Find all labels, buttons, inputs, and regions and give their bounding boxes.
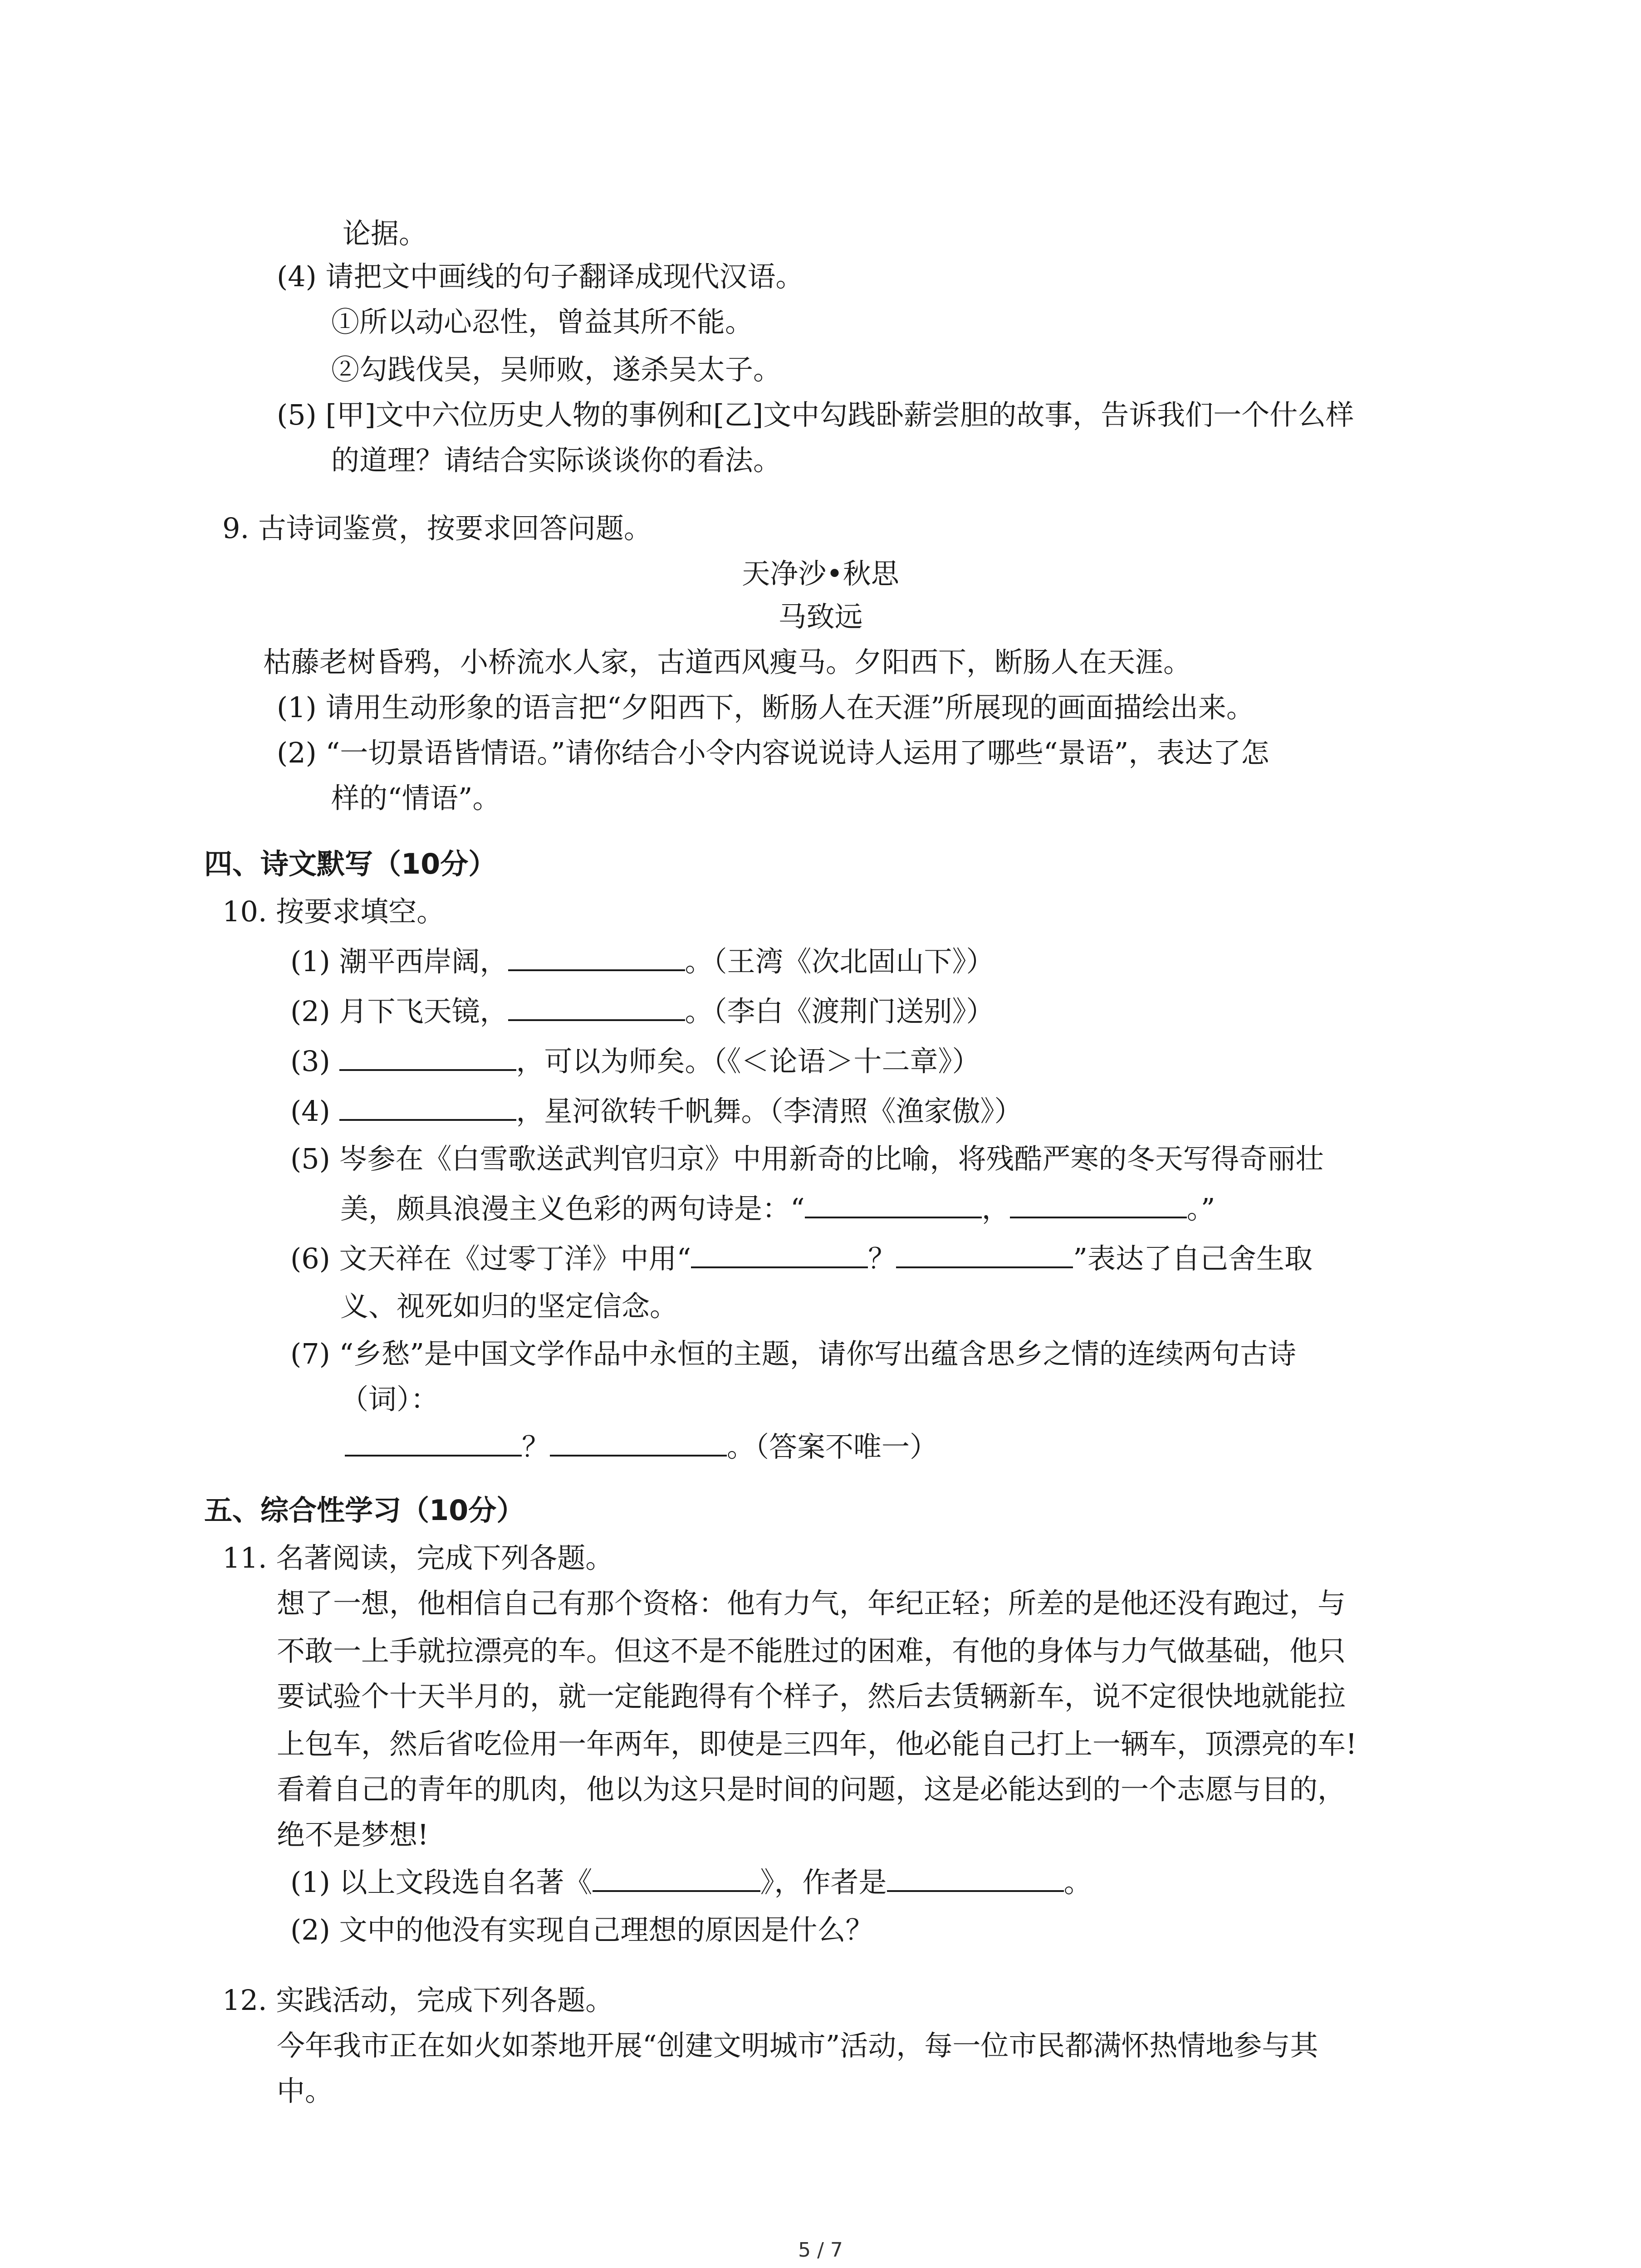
answer-blank[interactable] [339,1044,516,1071]
q9-part1: (1) 请用生动形象的语言把“夕阳西下，断肠人在天涯”所展现的画面描绘出来。 [277,691,1254,724]
q10-item6-qmark: ？ [868,1242,896,1275]
q12-text-line2: 中。 [277,2074,333,2107]
q10-item5-comma: ， [981,1192,1010,1225]
q10-item7-line2: （词）： [340,1383,439,1416]
q10-item4-num: (4) [290,1095,339,1128]
poem-author: 马致远 [778,600,863,633]
q8-continuation: 论据。 [343,217,427,250]
passage-line: 上包车，然后省吃俭用一年两年，即使是三四年，他必能自己打上一辆车，顶漂亮的车! [277,1727,1357,1760]
q10-item4 [290,1093,1023,1129]
q10-item2-text: (2) 月下飞天镜， [290,995,508,1028]
q11-heading: 11. 名著阅读，完成下列各题。 [222,1541,614,1574]
q10-item1-text: (1) 潮平西岸阔， [290,945,508,978]
q10-item7-note: 。（答案不唯一） [727,1430,938,1463]
passage-line: 看着自己的青年的肌肉，他以为这只是时间的问题，这是必能达到的一个志愿与目的， [277,1773,1346,1806]
q8-part4: (4) 请把文中画线的句子翻译成现代汉语。 [277,260,804,293]
section-4-heading: 四、诗文默写（10分） [204,847,497,880]
q11-part2: (2) 文中的他没有实现自己理想的原因是什么？ [290,1913,874,1946]
passage-line: 想了一想，他相信自己有那个资格：他有力气，年纪正轻；所差的是他还没有跑过，与 [277,1587,1346,1620]
q9-part2-line1: (2) “一切景语皆情语。”请你结合小令内容说说诗人运用了哪些“景语”，表达了怎 [277,736,1269,769]
q10-item7-line1: (7) “乡愁”是中国文学作品中永恒的主题，请你写出蕴含思乡之情的连续两句古诗 [290,1337,1296,1370]
q11-part1-text: (1) 以上文段选自名著《 [290,1866,593,1899]
q12-text-line1: 今年我市正在如火如荼地开展“创建文明城市”活动，每一位市民都满怀热情地参与其 [277,2029,1318,2062]
q10-item1 [290,943,994,980]
answer-blank[interactable] [508,944,685,971]
q10-item7-line3 [345,1429,938,1465]
passage-line: 不敢一上手就拉漂亮的车。但这不是不能胜过的困难，有他的身体与力气做基础，他只 [277,1634,1346,1667]
answer-blank[interactable] [339,1094,516,1121]
poem-text: 枯藤老树昏鸦，小桥流水人家，古道西风瘦马。夕阳西下，断肠人在天涯。 [263,645,1192,679]
q10-item6-line1 [290,1241,1313,1277]
q9-part2-line2: 样的“情语”。 [331,782,501,815]
answer-blank[interactable] [345,1429,522,1457]
q8-part5-line2: 的道理？请结合实际谈谈你的看法。 [331,444,782,477]
q10-item4-text: ，星河欲转千帆舞。（李清照《渔家傲》） [516,1095,1023,1128]
q8-part5-line1: (5) [甲]文中六位历史人物的事例和[乙]文中勾践卧薪尝胆的故事，告诉我们一个什么样 [277,398,1354,431]
q10-item3-text: ，可以为师矣。（《＜论语＞十二章》） [516,1045,980,1078]
q10-item6-tail: ”表达了自己舍生取 [1073,1242,1313,1275]
q10-item5-end: 。” [1186,1192,1215,1225]
answer-blank[interactable] [691,1241,868,1268]
q10-item3 [290,1043,980,1080]
q10-item6-line2: 义、视死如归的坚定信念。 [340,1290,678,1323]
q10-item2 [290,993,994,1030]
q10-item1-source: 。（王湾《次北固山下》） [685,945,994,978]
answer-blank[interactable] [805,1191,982,1218]
q10-item5-line2 [340,1191,1215,1227]
answer-blank[interactable] [508,994,685,1021]
q10-item5-text: 美，颇具浪漫主义色彩的两句诗是：“ [340,1192,805,1225]
answer-blank[interactable] [887,1865,1064,1892]
passage-line: 要试验个十天半月的，就一定能跑得有个样子，然后去赁辆新车，说不定很快地就能拉 [277,1680,1346,1713]
section-5-heading: 五、综合性学习（10分） [204,1494,525,1527]
passage-line: 绝不是梦想! [277,1818,429,1851]
poem-title: 天净沙•秋思 [742,557,899,590]
q8-part4-sentence1: ①所以动心忍性，曾益其所不能。 [331,305,754,338]
q9-heading: 9. 古诗词鉴赏，按要求回答问题。 [222,512,652,545]
q10-item2-source: 。（李白《渡荆门送别》） [685,995,994,1028]
q12-heading: 12. 实践活动，完成下列各题。 [222,1984,614,2017]
answer-blank[interactable] [593,1865,760,1892]
q10-item3-num: (3) [290,1045,339,1078]
q10-item5-line1: (5) 岑参在《白雪歌送武判官归京》中用新奇的比喻，将残酷严寒的冬天写得奇丽壮 [290,1142,1324,1175]
answer-blank[interactable] [896,1241,1073,1268]
q11-part1-author-label: 》，作者是 [760,1866,887,1899]
answer-blank[interactable] [550,1429,727,1457]
answer-blank[interactable] [1010,1191,1187,1218]
q10-heading: 10. 按要求填空。 [222,895,445,928]
q10-item6-text: (6) 文天祥在《过零丁洋》中用“ [290,1242,691,1275]
q8-part4-sentence2: ②勾践伐吴，吴师败，遂杀吴太子。 [331,353,782,386]
q10-item7-qmark: ？ [522,1430,550,1463]
q11-part1-end: 。 [1063,1866,1092,1899]
q11-part1 [290,1864,1092,1901]
page-number: 5 / 7 [798,2239,843,2262]
